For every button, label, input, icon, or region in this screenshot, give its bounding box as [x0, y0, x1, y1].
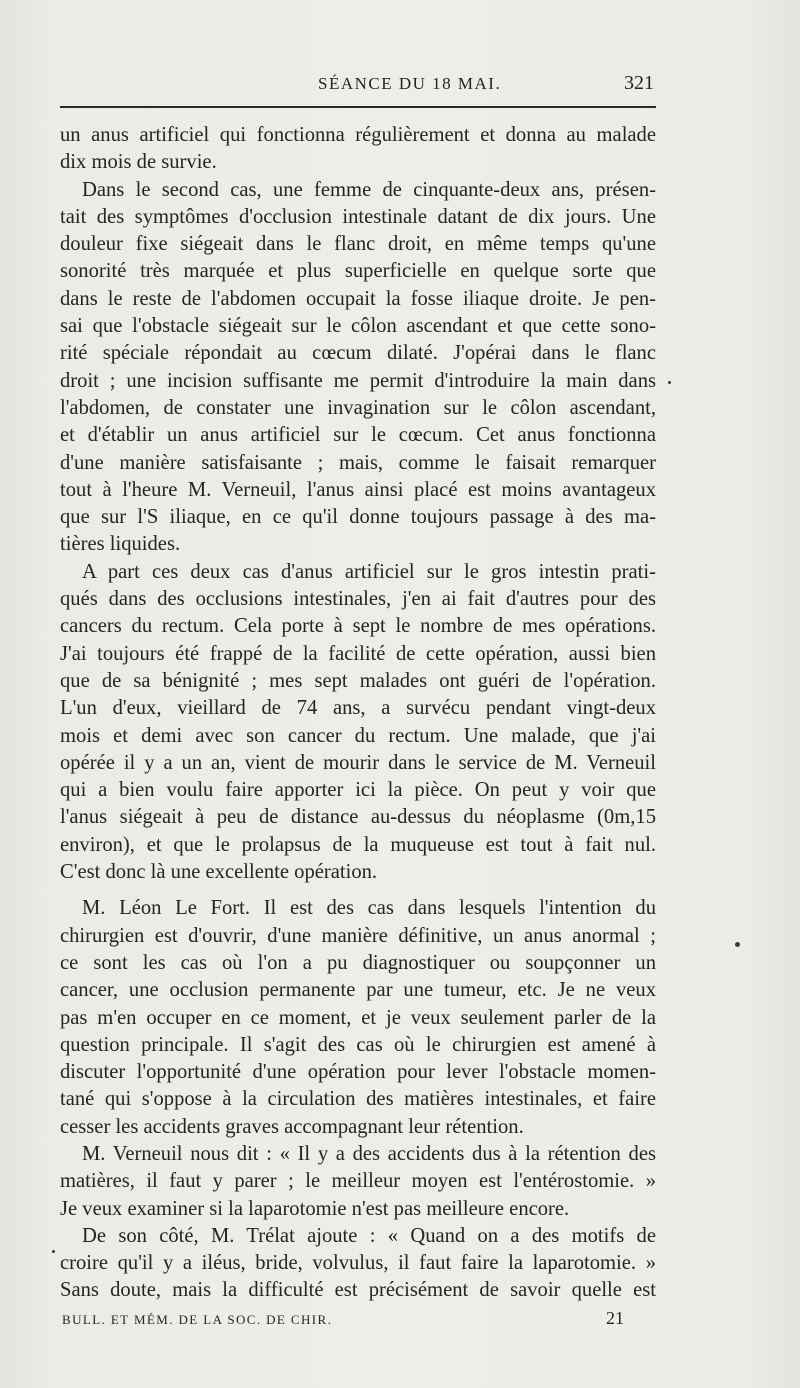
page-footer: [62, 1308, 656, 1332]
print-speck: [668, 381, 671, 384]
text-line: chirurgien est d'ouvrir, d'une manière définitive, un anus anormal ;: [60, 924, 656, 947]
text-line: cancer, une occlusion permanente par une tumeur, etc. Je ne veux: [60, 979, 656, 1002]
text-line: l'anus siégeait à peu de distance au-dessus du néoplasme (0m,15: [60, 806, 656, 829]
text-line: que sur l'S iliaque, en ce qu'il donne toujours passage à des ma-: [60, 506, 656, 529]
text-line: question principale. Il s'agit des cas où le chirurgien est amené à: [60, 1033, 656, 1056]
text-line: ce sont les cas où l'on a pu diagnostiquer ou soupçonner un: [60, 951, 656, 974]
text-line: pas m'en occuper en ce moment, et je veux seulement parler de la: [60, 1006, 656, 1029]
text-line: rité spéciale répondait au cœcum dilaté. J'opérai dans le flanc: [60, 342, 656, 365]
page-header: [60, 70, 660, 100]
journal-footer: BULL. ET MÉM. DE LA SOC. DE CHIR.: [62, 1312, 333, 1327]
print-speck: [735, 942, 740, 947]
text-line: De son côté, M. Trélat ajoute : « Quand on a des motifs de: [82, 1224, 656, 1247]
text-line: douleur fixe siégeait dans le flanc droit, en même temps qu'une: [60, 233, 656, 256]
text-line: Dans le second cas, une femme de cinquante-deux ans, présen-: [82, 178, 656, 201]
text-line: environ), et que le prolapsus de la muqueuse est tout à fait nul.: [60, 833, 656, 856]
text-line: dix mois de survie.: [60, 151, 217, 174]
text-line: M. Verneuil nous dit : « Il y a des accidents dus à la rétention des: [82, 1142, 656, 1165]
text-line: J'ai toujours été frappé de la facilité de cette opération, aussi bien: [60, 642, 656, 665]
text-line: dans le reste de l'abdomen occupait la fosse iliaque droite. Je pen-: [60, 287, 656, 310]
text-line: sonorité très marquée et plus superficielle en quelque sorte que: [60, 260, 656, 283]
text-line: C'est donc là une excellente opération.: [60, 861, 378, 884]
header-rule: [60, 106, 656, 108]
text-line: un anus artificiel qui fonctionna régulièrement et donna au malade: [60, 124, 656, 146]
print-speck: [52, 1250, 55, 1253]
text-line: A part ces deux cas d'anus artificiel sur le gros intestin prati-: [82, 560, 656, 583]
text-line: tières liquides.: [60, 533, 181, 556]
text-line: sai que l'obstacle siégeait sur le côlon ascendant et que cette sono-: [60, 315, 656, 338]
running-head: SÉANCE DU 18 MAI.: [318, 74, 502, 93]
paragraph-gap: [60, 886, 656, 895]
text-line: l'abdomen, de constater une invagination sur le côlon ascendant,: [60, 396, 656, 419]
text-line: croire qu'il y a iléus, bride, volvulus, il faut faire la laparotomie. »: [60, 1252, 656, 1275]
text-line: que de sa bénignité ; mes sept malades ont guéri de l'opération.: [60, 669, 656, 692]
text-line: Je veux examiner si la laparotomie n'est pas meilleure encore.: [60, 1197, 570, 1220]
text-line: Sans doute, mais la difficulté est précisément de savoir quelle est: [60, 1279, 656, 1302]
text-line: tait des symptômes d'occlusion intestinale datant de dix jours. Une: [60, 205, 656, 228]
text-line: mois et demi avec son cancer du rectum. Une malade, que j'ai: [60, 724, 656, 747]
text-line: M. Léon Le Fort. Il est des cas dans lesquels l'intention du: [82, 897, 656, 920]
body-text: [60, 122, 656, 1305]
signature-mark: 21: [606, 1308, 624, 1328]
text-line: opérée il y a un an, vient de mourir dans le service de M. Verneuil: [60, 751, 656, 774]
text-line: qués dans des occlusions intestinales, j'en ai fait d'autres pour des: [60, 588, 656, 611]
text-line: d'une manière satisfaisante ; mais, comme le faisait remarquer: [60, 451, 656, 474]
text-line: qui a bien voulu faire apporter ici la pièce. On peut y voir que: [60, 779, 656, 802]
text-line: droit ; une incision suffisante me permit d'introduire la main dans: [60, 369, 656, 392]
text-line: et d'établir un anus artificiel sur le cœcum. Cet anus fonctionna: [60, 424, 656, 447]
page-number: 321: [624, 72, 654, 94]
text-line: discuter l'opportunité d'une opération pour lever l'obstacle momen-: [60, 1061, 656, 1084]
text-line: cesser les accidents graves accompagnant leur rétention.: [60, 1115, 524, 1138]
text-line: matières, il faut y parer ; le meilleur moyen est l'entérostomie. »: [60, 1170, 656, 1193]
text-line: cancers du rectum. Cela porte à sept le nombre de mes opérations.: [60, 615, 656, 638]
text-line: tout à l'heure M. Verneuil, l'anus ainsi placé est moins avantageux: [60, 478, 656, 501]
text-line: L'un d'eux, vieillard de 74 ans, a survécu pendant vingt-deux: [60, 697, 656, 720]
text-line: tané qui s'oppose à la circulation des matières intestinales, et faire: [60, 1088, 656, 1111]
